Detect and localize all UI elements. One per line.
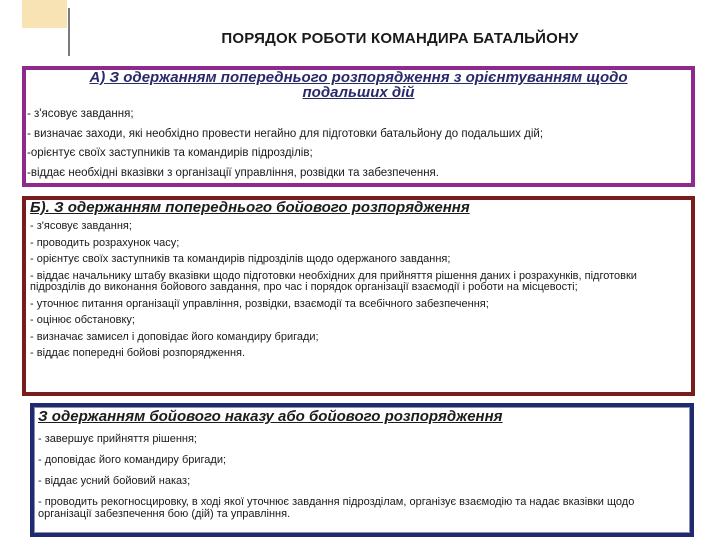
section-a-heading-line1: А) З одержанням попереднього розпорядження з орієнтуванням щодо bbox=[89, 69, 628, 86]
list-item: - завершує прийняття рішення; bbox=[38, 433, 197, 445]
list-item: - визначає заходи, які необхідно провести негайно для підготовки батальйону до подальших дій; bbox=[27, 127, 544, 140]
list-item: - оцінює обстановку; bbox=[30, 314, 135, 326]
list-item: - визначає замисел і доповідає його командиру бригади; bbox=[30, 330, 319, 343]
section-a-heading bbox=[26, 70, 691, 100]
page-title: ПОРЯДОК РОБОТИ КОМАНДИРА БАТАЛЬЙОНУ bbox=[221, 30, 579, 47]
list-item: - віддає усний бойовий наказ; bbox=[38, 475, 191, 487]
list-item: - проводить розрахунок часу; bbox=[30, 236, 180, 249]
decorative-line bbox=[68, 8, 70, 56]
section-a-heading-line2: подальших дій bbox=[302, 84, 415, 101]
list-item: - уточнює питання організації управління, розвідки, взаємодії та всебічного забезпечення; bbox=[30, 297, 489, 310]
list-item: - орієнтує своїх заступників та командирів підрозділів щодо одержаного завдання; bbox=[30, 253, 451, 265]
list-item: - проводить рекогносцировку, в ході якої уточнює завдання підрозділам, організує взаємодію та надає вказівки щодо організації забезпечення бою (дій) та управління. bbox=[38, 496, 635, 520]
section-c-list bbox=[34, 429, 690, 520]
list-item: - віддає начальнику штабу вказівки щодо підготовки необхідних для прийняття рішення даних і розрахунків, підготовки підрозділів до виконання бойового завдання, про час і порядок організації взаємодії і роботи на місцевості; bbox=[30, 269, 637, 293]
section-b-list bbox=[26, 218, 691, 362]
section-b-heading: Б). З одержанням попереднього бойового розпорядження bbox=[30, 199, 470, 216]
list-item: - віддає попередні бойові розпорядження. bbox=[30, 347, 246, 359]
section-preliminary-combat-order bbox=[22, 196, 695, 396]
list-item: - з'ясовує завдання; bbox=[27, 108, 134, 120]
list-item: - з'ясовує завдання; bbox=[30, 220, 132, 232]
section-c-heading: З одержанням бойового наказу або бойового розпорядження bbox=[38, 408, 503, 425]
section-combat-order bbox=[30, 403, 694, 537]
list-item: - доповідає його командиру бригади; bbox=[38, 454, 227, 466]
list-item: -орієнтує своїх заступників та командирів підрозділів; bbox=[27, 147, 313, 159]
section-a-list bbox=[26, 105, 691, 183]
list-item: -віддає необхідні вказівки з організації управління, розвідки та забезпечення. bbox=[27, 166, 439, 179]
decorative-square bbox=[22, 0, 67, 28]
section-preliminary-order bbox=[22, 66, 695, 187]
